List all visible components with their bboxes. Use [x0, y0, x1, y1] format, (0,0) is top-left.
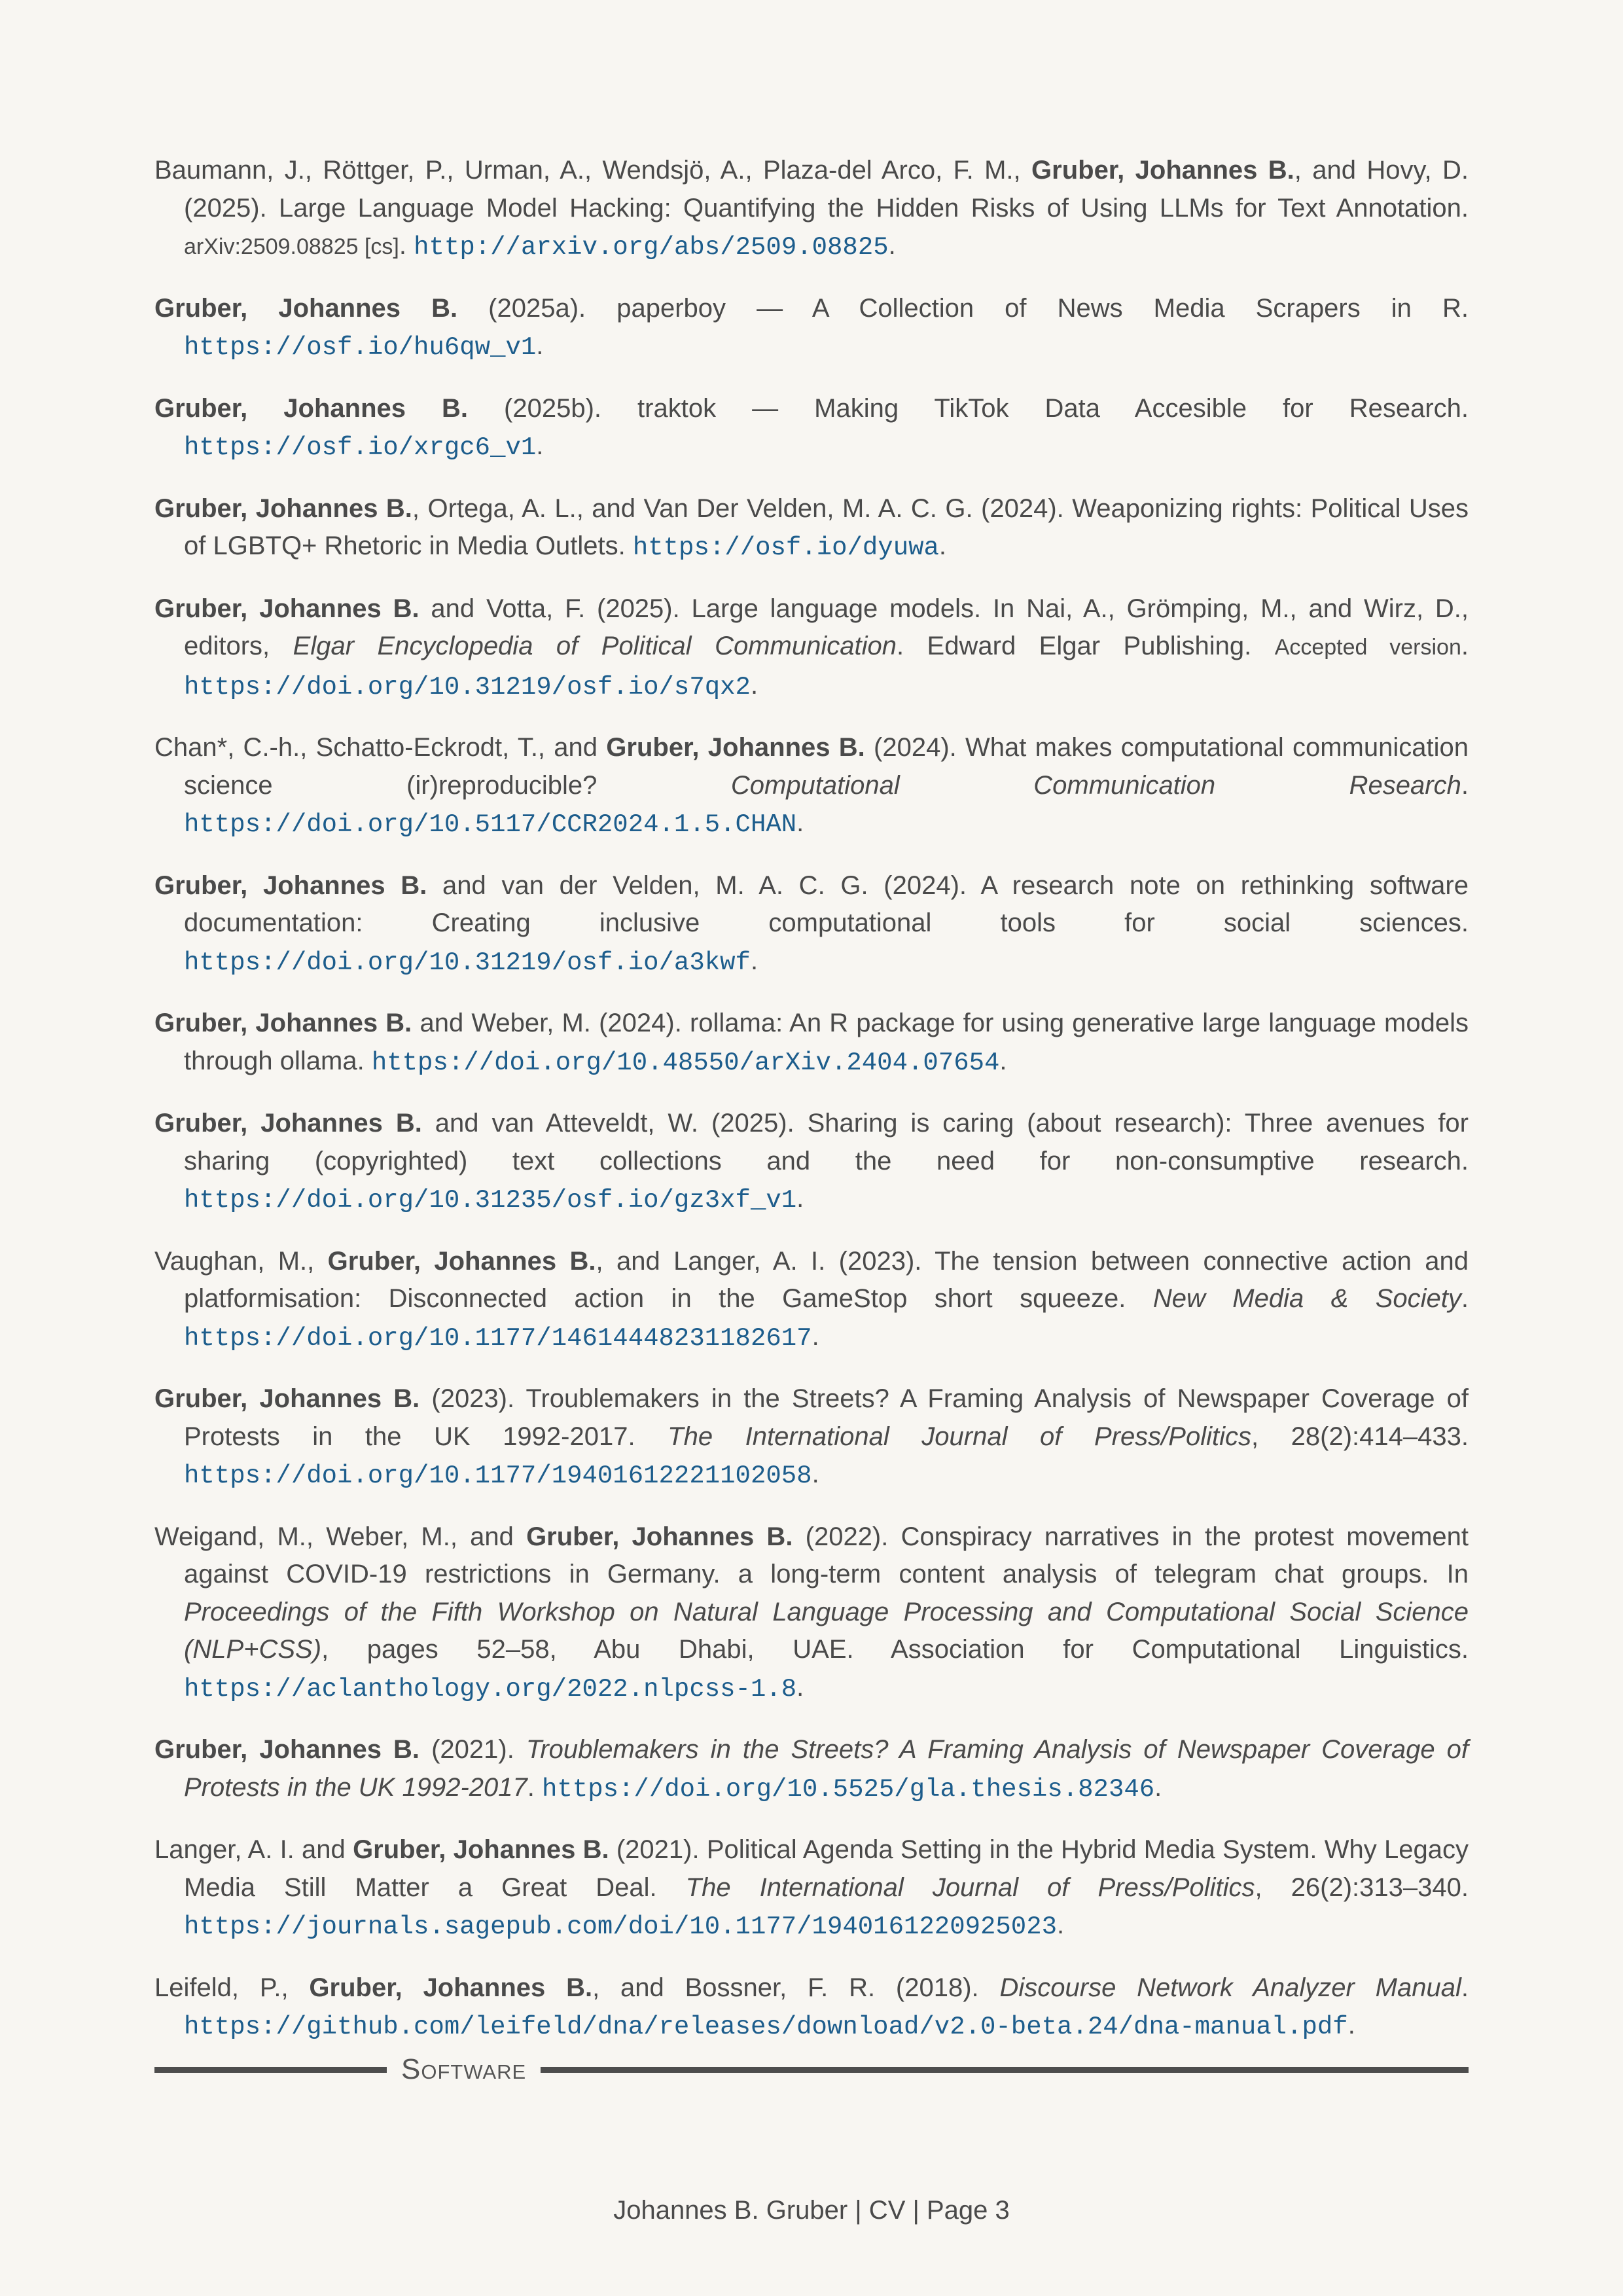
- entry-text: .: [796, 1672, 804, 1702]
- section-heading: [154, 2053, 1469, 2086]
- entry-text: Vaughan, M.,: [154, 1246, 328, 1276]
- entry-link[interactable]: https://doi.org/10.31219/osf.io/a3kwf: [184, 948, 751, 977]
- entry-venue: Computational Communication Research: [730, 770, 1461, 800]
- entry-text: Weigand, M., Weber, M., and: [154, 1522, 527, 1551]
- entry-link[interactable]: https://osf.io/dyuwa: [632, 533, 939, 562]
- publication-entry: [154, 390, 1469, 467]
- entry-text: .: [812, 1460, 819, 1488]
- entry-text: and van Atteveldt, W. (2025). Sharing is caring (about research): Three avenues for sharing (copyrighted) text collections and the need for non-consumptive research.: [184, 1109, 1469, 1175]
- entry-text: (2025a). paperboy — A Collection of News Media Scrapers in R.: [457, 293, 1469, 323]
- entry-text: Baumann, J., Röttger, P., Urman, A., Wendsjö, A., Plaza-del Arco, F. M.,: [154, 156, 1032, 185]
- entry-text: Leifeld, P.,: [154, 1973, 310, 2002]
- publication-entry: [154, 729, 1469, 844]
- entry-text: and van der Velden, M. A. C. G. (2024). A research note on rethinking software documentation: Creating inclusive computational tools for social sciences.: [184, 870, 1469, 937]
- own-name: Gruber, Johannes B.: [154, 1384, 420, 1413]
- entry-text: .: [1461, 1973, 1469, 2002]
- entry-text: (2025b). traktok — Making TikTok Data Accesible for Research.: [468, 393, 1469, 423]
- publication-entry: [154, 1105, 1469, 1220]
- entry-text: .: [1347, 2011, 1355, 2039]
- entry-venue: Troublemakers in the Streets? A Framing Analysis of Newspaper Coverage of Protests in the UK 1992-2017: [184, 1735, 1469, 1802]
- own-name: Gruber, Johannes B.: [154, 493, 412, 523]
- entry-text: .: [750, 946, 758, 975]
- entry-link[interactable]: https://doi.org/10.31219/osf.io/s7qx2: [184, 672, 751, 702]
- entry-link[interactable]: https://journals.sagepub.com/doi/10.1177/1940161220925023: [184, 1912, 1058, 1941]
- entry-note: Accepted version: [1274, 635, 1461, 660]
- entry-text: .: [796, 1184, 804, 1213]
- entry-link[interactable]: https://osf.io/xrgc6_v1: [184, 433, 537, 462]
- entry-text: .: [1461, 1284, 1469, 1313]
- own-name: Gruber, Johannes B.: [309, 1973, 593, 2002]
- publication-entry: [154, 590, 1469, 707]
- entry-text: (2023). Troublemakers in the Streets? A Framing Analysis of Newspaper Coverage of Protests in the UK 1992-2017.: [184, 1384, 1469, 1451]
- own-name: Gruber, Johannes B.: [526, 1522, 793, 1551]
- publication-entry: [154, 1731, 1469, 1808]
- entry-text: and Votta, F. (2025). Large language models. In Nai, A., Grömping, M., and Wirz, D., editors,: [184, 594, 1469, 660]
- page-footer: Johannes B. Gruber | CV | Page 3: [613, 2196, 1010, 2225]
- own-name: Gruber, Johannes B.: [606, 733, 865, 762]
- publication-entry: [154, 152, 1469, 267]
- entry-text: .: [399, 231, 414, 260]
- entry-text: .: [536, 431, 544, 460]
- entry-text: , and Langer, A. I. (2023). The tension between connective action and platformisation: Disconnected action in the GameStop short squeeze.: [184, 1246, 1469, 1313]
- entry-text: .: [527, 1772, 542, 1802]
- entry-text: .: [1461, 632, 1469, 660]
- own-name: Gruber, Johannes B.: [154, 293, 458, 323]
- entry-text: , 26(2):313–340.: [1255, 1873, 1469, 1902]
- publication-list: [154, 152, 1469, 2070]
- publication-entry: [154, 867, 1469, 982]
- entry-text: .: [750, 670, 758, 700]
- publication-entry: [154, 1005, 1469, 1082]
- entry-venue: Elgar Encyclopedia of Political Communication: [293, 632, 897, 660]
- entry-text: (2024). What makes computational communication science (ir)reproducible?: [184, 733, 1469, 800]
- heading-rule-right: [541, 2067, 1469, 2073]
- entry-text: .: [536, 331, 544, 360]
- entry-link[interactable]: https://doi.org/10.1177/19401612221102058: [184, 1462, 812, 1490]
- entry-link[interactable]: https://doi.org/10.5525/gla.thesis.82346: [542, 1774, 1155, 1804]
- entry-link[interactable]: https://github.com/leifeld/dna/releases/download/v2.0-beta.24/dna-manual.pdf: [184, 2013, 1348, 2041]
- publication-entry: [154, 490, 1469, 567]
- entry-venue: Discourse Network Analyzer Manual: [999, 1973, 1461, 2002]
- entry-link[interactable]: https://osf.io/hu6qw_v1: [184, 333, 537, 362]
- publication-entry: [154, 1969, 1469, 2047]
- entry-venue: The International Journal of Press/Politics: [668, 1422, 1251, 1451]
- entry-link[interactable]: https://doi.org/10.5117/CCR2024.1.5.CHAN: [184, 810, 797, 839]
- entry-text: and Weber, M. (2024). rollama: An R package for using generative large language models through ollama.: [184, 1009, 1469, 1075]
- own-name: Gruber, Johannes B.: [154, 1109, 422, 1138]
- entry-link[interactable]: https://doi.org/10.48550/arXiv.2404.07654: [371, 1048, 1000, 1077]
- own-name: Gruber, Johannes B.: [154, 393, 469, 423]
- own-name: Gruber, Johannes B.: [154, 1009, 412, 1037]
- own-name: Gruber, Johannes B.: [154, 1735, 420, 1764]
- entry-text: .: [812, 1321, 819, 1351]
- entry-text: (2022). Conspiracy narratives in the protest movement against COVID-19 restrictions in Germany. a long-term content analysis of telegram chat groups. In: [184, 1522, 1469, 1588]
- publication-entry: [154, 1831, 1469, 1946]
- publication-entry: [154, 290, 1469, 367]
- entry-text: , 28(2):414–433.: [1251, 1422, 1469, 1451]
- entry-text: (2021). Political Agenda Setting in the Hybrid Media System. Why Legacy Media Still Matter a Great Deal.: [184, 1835, 1469, 1902]
- entry-text: , and Bossner, F. R. (2018).: [592, 1973, 1000, 2002]
- entry-text: .: [1461, 770, 1469, 800]
- own-name: Gruber, Johannes B.: [327, 1246, 596, 1276]
- entry-link[interactable]: https://doi.org/10.31235/osf.io/gz3xf_v1: [184, 1186, 797, 1215]
- entry-text: . Edward Elgar Publishing.: [896, 632, 1275, 660]
- section-title: Software: [401, 2053, 527, 2085]
- publication-entry: [154, 1243, 1469, 1358]
- own-name: Gruber, Johannes B.: [154, 870, 427, 900]
- entry-text: , pages 52–58, Abu Dhabi, UAE. Association for Computational Linguistics.: [321, 1635, 1469, 1664]
- entry-link[interactable]: http://arxiv.org/abs/2509.08825: [414, 233, 889, 262]
- entry-text: .: [938, 531, 947, 560]
- entry-text: .: [796, 808, 804, 837]
- entry-text: Chan*, C.-h., Schatto-Eckrodt, T., and: [154, 733, 607, 762]
- entry-text: .: [1154, 1772, 1162, 1802]
- entry-text: Langer, A. I. and: [154, 1835, 353, 1864]
- publication-entry: [154, 1518, 1469, 1709]
- entry-venue: The International Journal of Press/Politics: [685, 1873, 1255, 1902]
- entry-note: arXiv:2509.08825 [cs]: [184, 234, 399, 259]
- own-name: Gruber, Johannes B.: [353, 1835, 609, 1864]
- publication-entry: [154, 1380, 1469, 1496]
- own-name: Gruber, Johannes B.: [1031, 156, 1294, 185]
- entry-link[interactable]: https://doi.org/10.1177/14614448231182617: [184, 1323, 812, 1353]
- entry-text: , Ortega, A. L., and Van Der Velden, M. A. C. G. (2024). Weaponizing rights: Political Uses of LGBTQ+ Rhetoric in Media Outlets.: [184, 493, 1469, 560]
- entry-text: , and Hovy, D. (2025). Large Language Model Hacking: Quantifying the Hidden Risks of Using LLMs for Text Annotation.: [184, 156, 1469, 223]
- entry-text: .: [999, 1046, 1007, 1075]
- entry-link[interactable]: https://aclanthology.org/2022.nlpcss-1.8: [184, 1674, 797, 1704]
- entry-venue: New Media & Society: [1152, 1284, 1461, 1313]
- own-name: Gruber, Johannes B.: [154, 594, 419, 623]
- entry-venue: Proceedings of the Fifth Workshop on Natural Language Processing and Computational Social Science (NLP+CSS): [184, 1597, 1469, 1664]
- entry-text: .: [1057, 1910, 1065, 1939]
- heading-rule-left: [154, 2067, 387, 2073]
- entry-text: .: [888, 231, 896, 260]
- entry-text: (2021).: [419, 1735, 526, 1764]
